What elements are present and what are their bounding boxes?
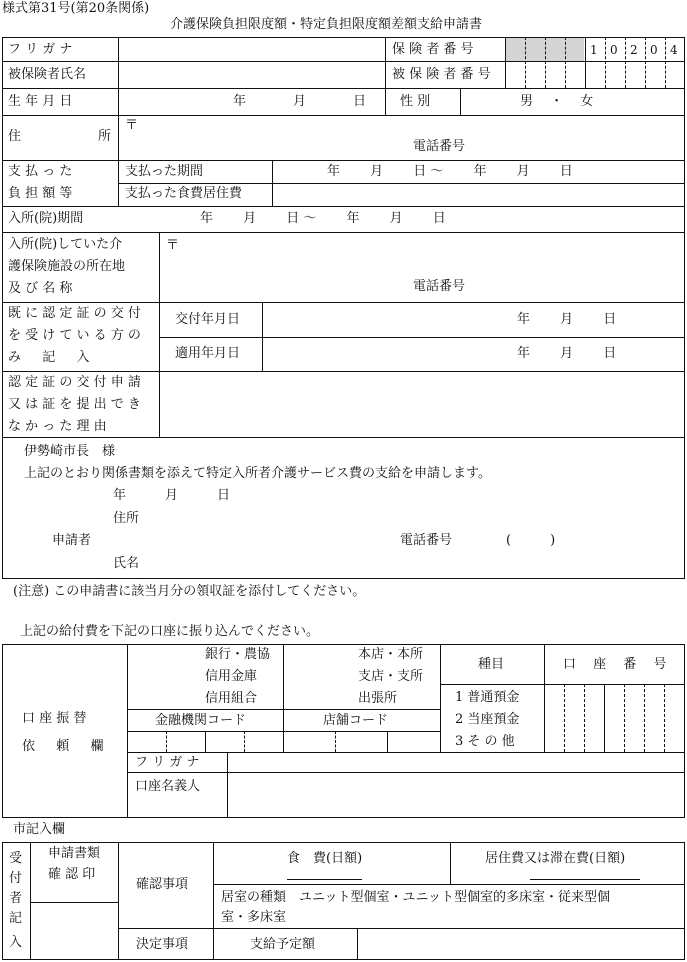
decision-label: 決定事項 — [136, 937, 189, 952]
branch-type-branch[interactable]: 支店・支所 — [358, 669, 424, 684]
payment-period-text[interactable]: 年 月 日 ～ 年 月 日 — [327, 164, 573, 179]
bank-section-label-2: 依 頼 欄 — [22, 739, 104, 754]
receiver-label-2: 付 — [9, 871, 23, 886]
institution-type-shinkin[interactable]: 信用金庫 — [205, 669, 258, 684]
sex-options[interactable]: 男 ・ 女 — [520, 94, 594, 109]
reason-label-2: 又 は 証 を 提 出 で き — [8, 397, 141, 412]
certified-label-2: を 受 け て い る 方 の — [8, 328, 141, 343]
applicant-label: 申請者 — [52, 533, 92, 548]
address-label-1: 住 — [8, 129, 22, 144]
account-type-other[interactable]: 3 そ の 他 — [455, 734, 515, 749]
admission-label: 入所(院)期間 — [8, 211, 84, 226]
room-type-text-2[interactable]: 室・多床室 — [221, 910, 287, 925]
branch-type-main[interactable]: 本店・本所 — [358, 647, 424, 662]
dob-year: 年 — [233, 94, 247, 109]
receiver-label-5: 入 — [9, 935, 23, 950]
declaration-name-label: 氏名 — [113, 556, 140, 571]
reason-label-3: な か っ た 理 由 — [8, 419, 107, 434]
sex-label: 性 別 — [400, 94, 431, 109]
food-cost-header: 食 費(日額) — [287, 851, 363, 866]
bank-furigana-field[interactable] — [228, 753, 683, 771]
addressee: 伊勢崎市長 様 — [24, 444, 116, 459]
effective-date-text[interactable]: 年 月 日 — [517, 346, 617, 361]
account-type-header: 種目 — [478, 657, 505, 672]
reason-field[interactable] — [160, 372, 683, 436]
receiver-label-1: 受 — [9, 851, 23, 866]
payment-label-1: 支 払 っ た — [8, 164, 73, 179]
furigana-label: フ リ ガ ナ — [8, 42, 73, 57]
transfer-instruction: 上記の給付費を下記の口座に振り込んでください。 — [20, 624, 320, 639]
institution-code-label: 金融機関コード — [155, 713, 247, 728]
office-section-title: 市記入欄 — [13, 822, 66, 837]
insurer-digit-5: 4 — [670, 43, 678, 57]
postal-mark: 〒 — [125, 118, 139, 133]
certified-label-3: み 記 入 — [8, 350, 90, 365]
account-holder-label: 口座名義人 — [135, 779, 201, 794]
dob-label: 生 年 月 日 — [8, 94, 73, 109]
account-number-header: 口 座 番 号 — [563, 657, 667, 672]
branch-code-label: 店舗コード — [323, 713, 389, 728]
caution-note: (注意) この申請書に該当月分の領収証を添付してください。 — [13, 584, 366, 599]
form-title: 介護保険負担限度額・特定負担限度額差額支給申請書 — [170, 17, 483, 32]
insured-name-field[interactable] — [119, 62, 384, 87]
institution-type-kumiai[interactable]: 信用組合 — [205, 691, 258, 706]
payment-label-2: 負 担 額 等 — [8, 186, 73, 201]
insured-number-field[interactable] — [506, 62, 684, 87]
receiver-label-3: 者 — [9, 891, 23, 906]
doc-check-label-1: 申請書類 — [48, 846, 101, 861]
dob-day: 日 — [353, 94, 367, 109]
facility-label-2: 護保険施設の所在地 — [8, 259, 126, 274]
address-field[interactable] — [140, 117, 680, 139]
facility-phone-label: 電話番号 — [413, 279, 466, 294]
declaration-phone-paren[interactable]: ( ) — [506, 533, 556, 548]
bank-section-label-1: 口 座 振 替 — [22, 711, 87, 726]
account-holder-field[interactable] — [228, 773, 683, 816]
institution-type-bank[interactable]: 銀行・農協 — [205, 647, 271, 662]
insurer-digit-3: 2 — [630, 43, 638, 57]
facility-label-1: 入所(院)していた介 — [8, 237, 123, 252]
account-type-ordinary[interactable]: 1 普通預金 — [455, 690, 520, 705]
food-cost-field[interactable] — [273, 184, 683, 205]
phone-label: 電話番号 — [413, 139, 466, 154]
insurer-digit-4: 0 — [650, 43, 658, 57]
planned-amount-field[interactable] — [358, 929, 683, 958]
insurer-digit-2: 0 — [610, 43, 618, 57]
admission-text[interactable]: 年 月 日 ～ 年 月 日 — [200, 211, 446, 226]
address-label-2: 所 — [98, 129, 112, 144]
certified-label-1: 既 に 認 定 証 の 交 付 — [8, 306, 141, 321]
insured-number-label: 被 保 険 者 番 号 — [392, 67, 491, 82]
bank-furigana-label: フ リ ガ ナ — [135, 755, 200, 770]
insured-name-label: 被保険者氏名 — [8, 67, 87, 82]
furigana-field[interactable] — [119, 38, 384, 60]
declaration-address-label: 住所 — [113, 511, 140, 526]
declaration-statement: 上記のとおり関係書類を添えて特定入所者介護サービス費の支給を申請します。 — [24, 466, 491, 481]
receiver-label-4: 記 — [9, 911, 23, 926]
declaration-date[interactable]: 年 月 日 — [113, 488, 231, 503]
insurer-digit-1: 1 — [590, 43, 598, 57]
effective-date-label: 適用年月日 — [175, 346, 241, 361]
payment-period-label: 支払った期間 — [125, 164, 204, 179]
food-cost-label: 支払った食費居住費 — [125, 186, 243, 201]
housing-cost-header: 居住費又は滞在費(日額) — [485, 851, 626, 866]
doc-check-label-2: 確 認 印 — [48, 867, 96, 882]
planned-amount-label: 支給予定額 — [250, 937, 316, 952]
room-type-text-1[interactable]: 居室の種類 ユニット型個室・ユニット型個室的多床室・従来型個 — [221, 890, 610, 905]
form-number: 様式第31号(第20条関係) — [2, 1, 150, 16]
facility-postal-mark: 〒 — [166, 238, 180, 253]
reason-label-1: 認 定 証 の 交 付 申 請 — [8, 375, 141, 390]
declaration-phone-label: 電話番号 — [400, 533, 453, 548]
account-type-current[interactable]: 2 当座預金 — [455, 712, 520, 727]
facility-field[interactable] — [180, 235, 680, 275]
issue-date-label: 交付年月日 — [175, 312, 241, 327]
facility-label-3: 及 び 名 称 — [8, 281, 73, 296]
confirm-label: 確認事項 — [136, 877, 189, 892]
dob-month: 月 — [293, 94, 307, 109]
issue-date-text[interactable]: 年 月 日 — [517, 312, 617, 327]
branch-type-sub[interactable]: 出張所 — [358, 691, 398, 706]
insurer-number-label: 保 険 者 番 号 — [392, 42, 474, 57]
